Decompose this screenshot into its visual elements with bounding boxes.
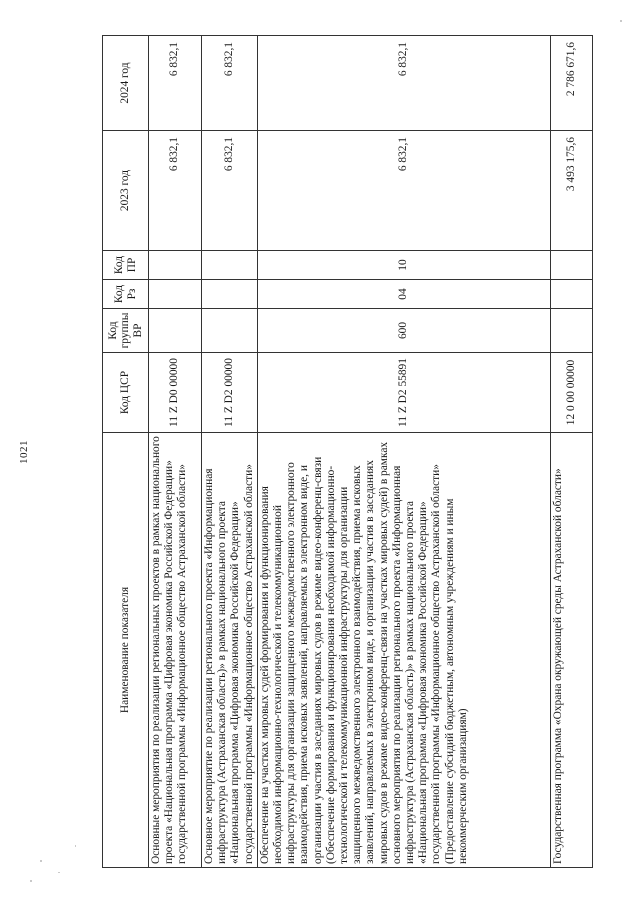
cell-2024: 6 832,1 — [149, 36, 202, 131]
header-vr: Код группы ВР — [103, 309, 149, 353]
scan-speck — [40, 860, 42, 862]
cell-name: Государственная программа «Охрана окружающей среды Астраханской области» — [550, 433, 592, 868]
cell-vr: 600 — [257, 309, 550, 353]
header-2024: 2024 год — [103, 36, 149, 131]
cell-rz — [149, 280, 202, 309]
cell-csr: 11 Z D0 00000 — [149, 353, 202, 433]
cell-name: Основные мероприятия по реализации региональных проектов в рамках национального проекта «Национальная программа «Цифровая экономика Российской Федерации» государственной программы «Информационное общество Астраханской области» — [149, 433, 202, 868]
cell-pr — [202, 251, 258, 280]
table-row — [550, 36, 592, 868]
cell-2024: 2 786 671,6 — [550, 36, 592, 131]
scan-speck — [30, 880, 32, 882]
cell-rz — [202, 280, 258, 309]
cell-csr: 11 Z D2 55891 — [257, 353, 550, 433]
header-csr: Код ЦСР — [103, 353, 149, 433]
table-row — [257, 36, 550, 868]
scan-speck — [620, 20, 622, 22]
table-row — [149, 36, 202, 868]
cell-pr — [149, 251, 202, 280]
cell-rz — [550, 280, 592, 309]
cell-2023: 6 832,1 — [202, 131, 258, 251]
scan-speck — [58, 872, 60, 873]
cell-2023: 6 832,1 — [257, 131, 550, 251]
cell-vr — [550, 309, 592, 353]
cell-2023: 3 493 175,6 — [550, 131, 592, 251]
header-pr: Код ПР — [103, 251, 149, 280]
cell-name: Обеспечение на участках мировых судей формирования и функционирования необходимой информационно-технологической и телекоммуникационной инфраструктуры для организации защищенного межведомственного электронного взаимодействия, приема исковых заявлений, направляемых в электронном виде, и организации участия в заседаниях мировых судов в режиме видео-конференц-связи (Обеспечение формирования и функционирования необходимой информационно-технологической и телекоммуникационной инфраструктуры для организации защищенного межведомственного электронного взаимодействия, приема исковых заявлений, направляемых в электронном виде, и организации участия в заседаниях мировых судов в режиме видео-конференц-связи на участках мировых судей) в рамках основного мероприятия по реализации регионального проекта «Информационная инфраструктура (Астраханская область)» в рамках национального проекта «Национальная программа «Цифровая экономика Российской Федерации» государственной программы «Информационное общество Астраханской области» (Предоставление субсидий бюджетным, автономным учреждениям и иным некоммерческим организациям) — [257, 433, 550, 868]
rotated-table-container — [102, 36, 591, 868]
header-rz: Код Рз — [103, 280, 149, 309]
table-header-row — [103, 36, 149, 868]
cell-pr — [550, 251, 592, 280]
page-number: 1021 — [18, 440, 30, 464]
cell-csr: 11 Z D2 00000 — [202, 353, 258, 433]
cell-2023: 6 832,1 — [149, 131, 202, 251]
table-row — [202, 36, 258, 868]
cell-vr — [149, 309, 202, 353]
cell-name: Основное мероприятие по реализации регионального проекта «Информационная инфраструктура (Астраханская область)» в рамках национального проекта «Национальная программа «Цифровая экономика Российской Федерации» государственной программы «Информационное общество Астраханской области» — [202, 433, 258, 868]
cell-vr — [202, 309, 258, 353]
cell-csr: 12 0 00 00000 — [550, 353, 592, 433]
cell-2024: 6 832,1 — [257, 36, 550, 131]
cell-rz: 04 — [257, 280, 550, 309]
scan-speck — [75, 845, 76, 847]
cell-2024: 6 832,1 — [202, 36, 258, 131]
budget-table — [102, 35, 593, 868]
header-name: Наименование показателя — [103, 433, 149, 868]
cell-pr: 10 — [257, 251, 550, 280]
header-2023: 2023 год — [103, 131, 149, 251]
